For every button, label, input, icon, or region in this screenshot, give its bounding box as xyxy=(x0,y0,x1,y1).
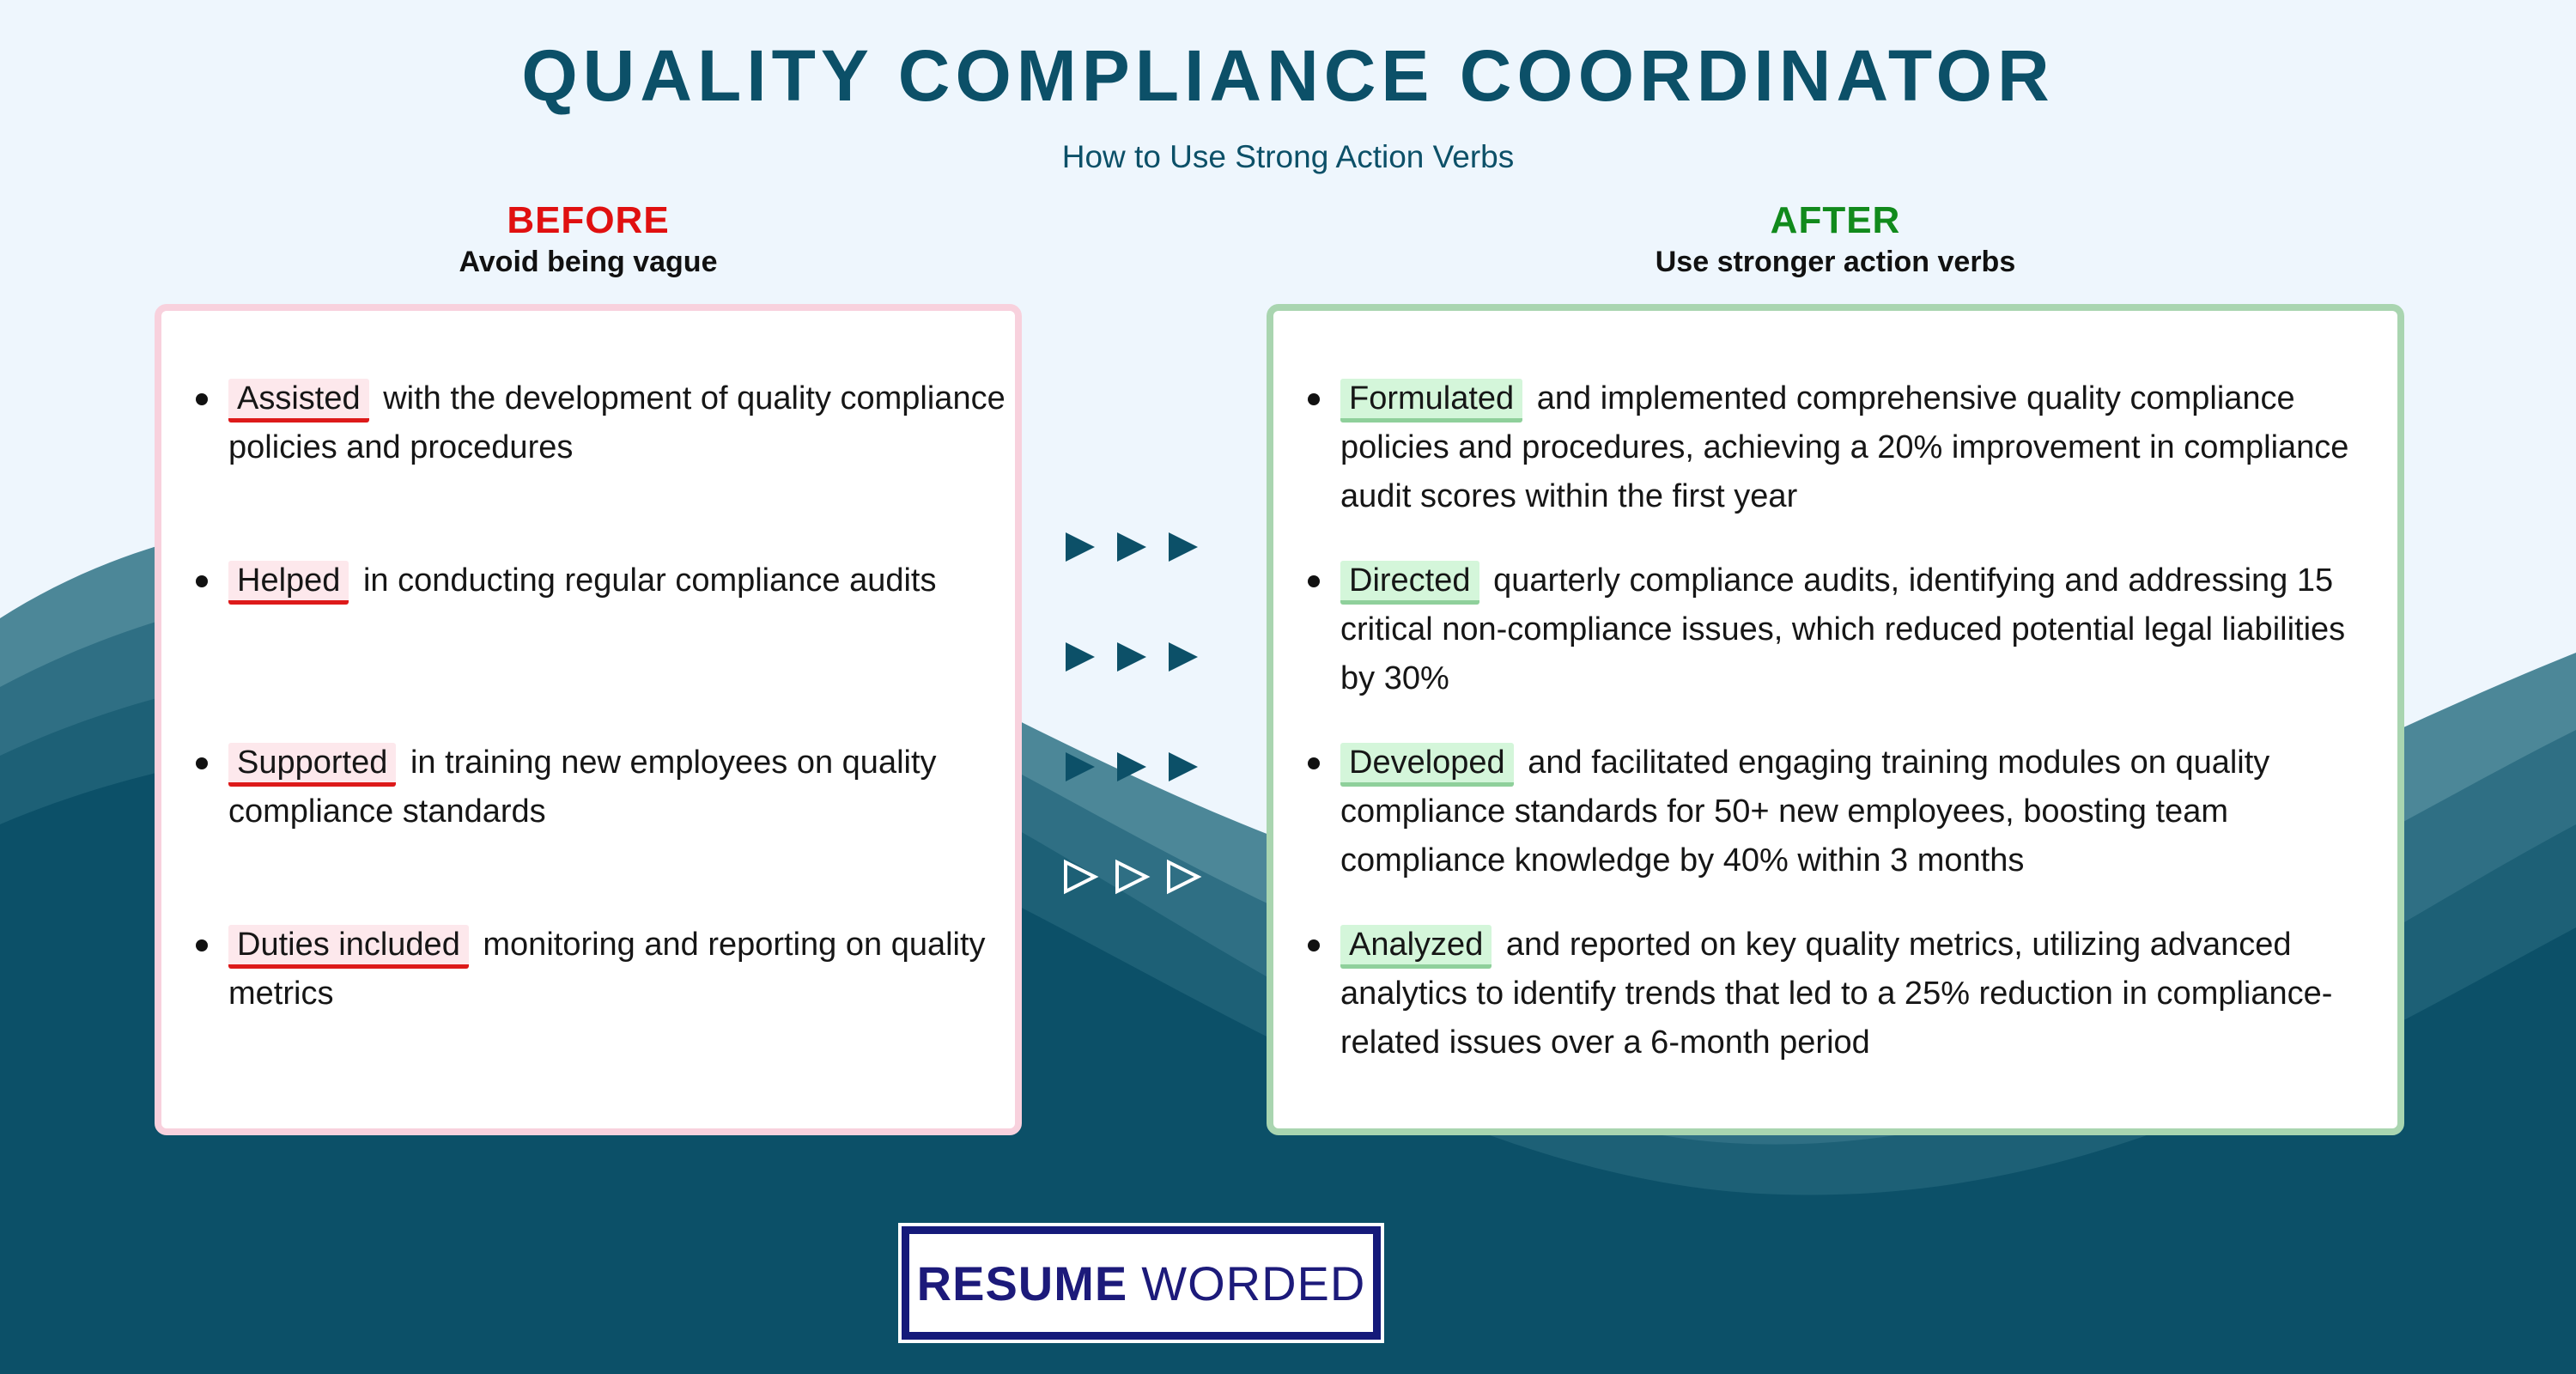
triangle-right-outline-icon xyxy=(1112,857,1151,897)
weak-verb: Helped xyxy=(228,561,349,605)
bullet-icon xyxy=(1308,939,1320,951)
bullet-icon xyxy=(196,393,208,405)
arrow-row xyxy=(1060,857,1203,897)
bullet-icon xyxy=(1308,575,1320,587)
before-list-item xyxy=(228,921,1010,1018)
before-card xyxy=(155,304,1022,1135)
weak-verb: Assisted xyxy=(228,379,369,423)
weak-verb: Duties included xyxy=(228,925,469,969)
item-text: in training new employees on quality compliance standards xyxy=(228,745,937,830)
triangle-right-icon xyxy=(1163,747,1203,787)
triangle-right-icon xyxy=(1060,637,1100,677)
triangle-right-outline-icon xyxy=(1163,857,1203,897)
bullet-icon xyxy=(196,575,208,587)
resume-worded-logo xyxy=(902,1226,1381,1340)
before-label: BEFORE xyxy=(507,199,670,241)
triangle-right-icon xyxy=(1163,527,1203,567)
item-text: with the development of quality compliance policies and procedures xyxy=(228,380,1005,465)
bullet-icon xyxy=(1308,393,1320,405)
bullet-icon xyxy=(196,939,208,951)
triangle-right-icon xyxy=(1112,637,1151,677)
item-text: and reported on key quality metrics, utilizing advanced analytics to identify trends that led to a 25% reduction in compliance-related issues over a 6-month period xyxy=(1340,927,2333,1061)
strong-verb: Formulated xyxy=(1340,379,1522,423)
triangle-right-icon xyxy=(1112,747,1151,787)
triangle-right-icon xyxy=(1163,637,1203,677)
triangle-right-icon xyxy=(1060,527,1100,567)
before-list-item xyxy=(228,739,1010,836)
item-text: monitoring and reporting on quality metrics xyxy=(228,927,986,1012)
triangle-right-outline-icon xyxy=(1060,857,1100,897)
logo-light-text: WORDED xyxy=(1141,1255,1366,1310)
after-list-item xyxy=(1340,556,2388,703)
page-title: QUALITY COMPLIANCE COORDINATOR xyxy=(521,35,2055,116)
before-header xyxy=(155,199,1022,279)
triangle-right-icon xyxy=(1060,747,1100,787)
strong-verb: Developed xyxy=(1340,743,1514,787)
bullet-icon xyxy=(1308,757,1320,769)
after-list-item xyxy=(1340,921,2388,1067)
triangle-right-icon xyxy=(1112,527,1151,567)
strong-verb: Directed xyxy=(1340,561,1479,605)
weak-verb: Supported xyxy=(228,743,396,787)
before-list-item xyxy=(228,374,1010,472)
item-text: in conducting regular compliance audits xyxy=(362,562,937,599)
after-label: AFTER xyxy=(1770,199,1901,241)
bullet-icon xyxy=(196,757,208,769)
after-card xyxy=(1267,304,2404,1135)
page-subtitle: How to Use Strong Action Verbs xyxy=(1061,139,1515,174)
item-text: quarterly compliance audits, identifying and addressing 15 critical non-compliance issues, which reduced potential legal liabilities by 30% xyxy=(1340,562,2346,696)
after-header xyxy=(1267,199,2404,279)
before-sublabel: Avoid being vague xyxy=(459,246,718,278)
after-sublabel: Use stronger action verbs xyxy=(1655,246,2016,278)
arrow-row xyxy=(1060,747,1203,787)
arrow-row xyxy=(1060,527,1203,567)
item-text: and implemented comprehensive quality compliance policies and procedures, achieving a 20% improvement in compliance audit scores within the first year xyxy=(1340,380,2349,514)
after-list-item xyxy=(1340,739,2388,885)
logo-bold-text: RESUME xyxy=(916,1255,1128,1310)
item-text: and facilitated engaging training modules on quality compliance standards for 50+ new employees, boosting team compliance knowledge by 40% within 3 months xyxy=(1340,745,2270,879)
strong-verb: Analyzed xyxy=(1340,925,1492,969)
before-list-item xyxy=(228,556,1010,605)
arrow-row xyxy=(1060,637,1203,677)
after-list-item xyxy=(1340,374,2388,521)
